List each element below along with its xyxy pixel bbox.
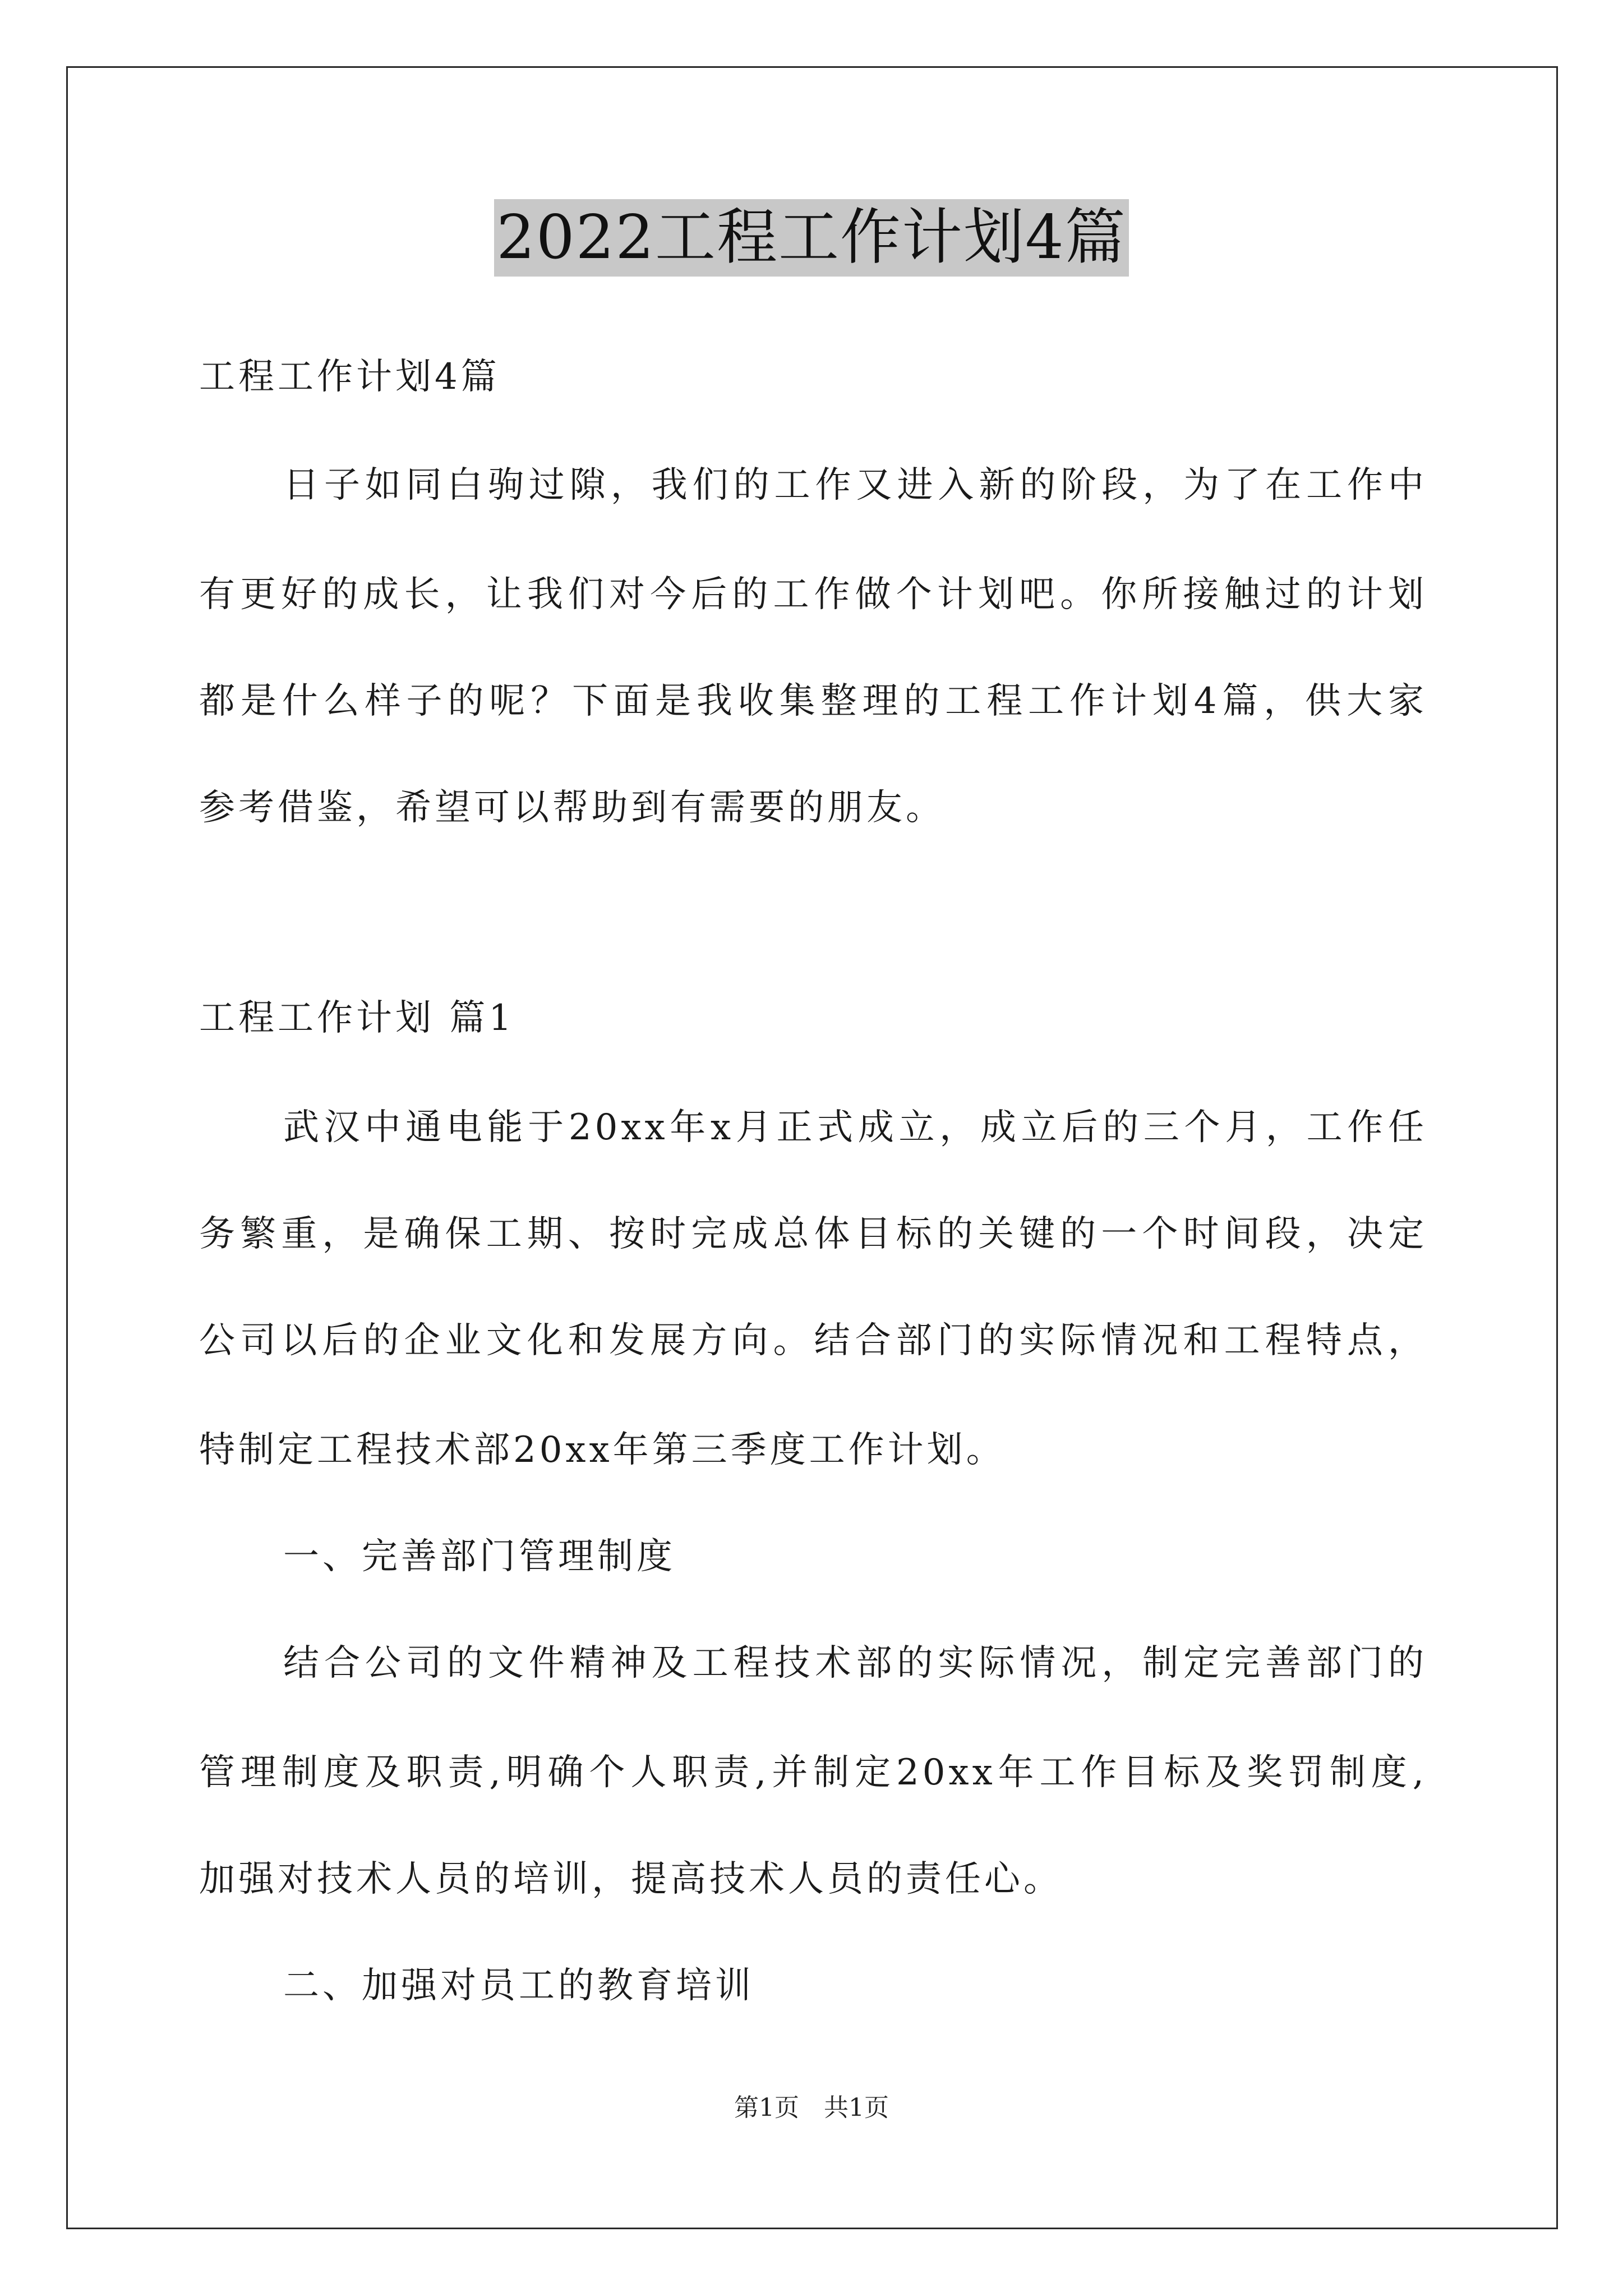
section-heading: 工程工作计划4篇 (199, 356, 500, 398)
document-title: 2022工程工作计划4篇 (494, 199, 1129, 277)
paragraph-line: 有更好的成长，让我们对今后的工作做个计划吧。你所接触过的计划 (199, 574, 1427, 615)
paragraph-line: 务繁重，是确保工期、按时完成总体目标的关键的一个时间段，决定 (199, 1213, 1427, 1255)
section-heading: 工程工作计划 篇1 (199, 997, 515, 1039)
subsection-heading: 二、加强对员工的教育培训 (283, 1965, 754, 2007)
paragraph-line: 加强对技术人员的培训，提高技术人员的责任心。 (199, 1858, 1063, 1900)
paragraph-line: 日子如同白驹过隙，我们的工作又进入新的阶段，为了在工作中 (283, 464, 1427, 506)
subsection-heading: 一、完善部门管理制度 (283, 1536, 676, 1577)
paragraph-line: 武汉中通电能于20xx年x月正式成立，成立后的三个月，工作任 (283, 1107, 1427, 1148)
paragraph-line: 参考借鉴，希望可以帮助到有需要的朋友。 (199, 787, 945, 829)
paragraph-line: 结合公司的文件精神及工程技术部的实际情况，制定完善部门的 (283, 1642, 1427, 1684)
paragraph-line: 公司以后的企业文化和发展方向。结合部门的实际情况和工程特点， (199, 1320, 1427, 1361)
page-footer: 第1页 共1页 (734, 2093, 889, 2122)
title-container (0, 199, 1623, 277)
paragraph-line: 管理制度及职责,明确个人职责,并制定20xx年工作目标及奖罚制度, (199, 1752, 1427, 1793)
paragraph-line: 都是什么样子的呢？下面是我收集整理的工程工作计划4篇，供大家 (199, 680, 1427, 722)
paragraph-line: 特制定工程技术部20xx年第三季度工作计划。 (199, 1429, 1006, 1471)
